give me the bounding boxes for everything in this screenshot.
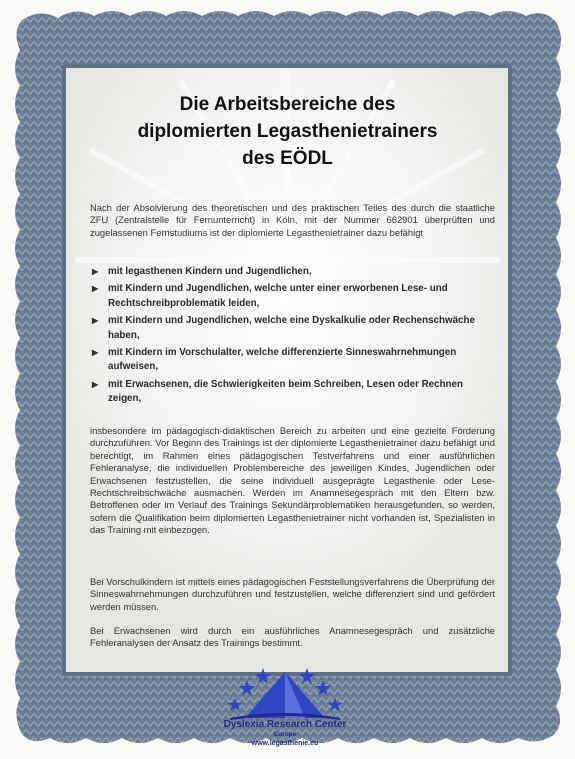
list-item-text: mit Erwachsenen, die Schwierigkeiten beim Schreiben, Lesen oder Rechnen zeigen, xyxy=(108,378,463,405)
logo-org-name: Dyslexia Research Center xyxy=(223,719,347,730)
title-line-3: des EÖDL xyxy=(242,148,333,169)
intro-paragraph: Nach der Absolvierung des theoretischen und des praktischen Teiles des durch die staatliche ZFU (Zentralstelle für Fernunterricht) in Köln, mit der Nummer 662901 überprüften und zugelassenen Fernstudiums ist der diplomierte Legasthenietrainer dazu befähigt xyxy=(90,202,495,238)
body-paragraph-3: Bei Vorschulkindern ist mittels eines pädagogischen Feststellungsverfahrens die Überprüfung der Sinneswahrnehmungen durchzuführen und festzustellen, welche differenziert sind und gefördert werden müssen. xyxy=(90,576,495,612)
triangle-bullet-icon: ▶ xyxy=(92,267,99,276)
body-paragraph-4: Bei Erwachsenen wird durch ein ausführliches Anamnesegespräch und zusätzliche Fehleranalysen der Ansatz des Trainings bestimmt. xyxy=(90,625,495,649)
list-item-text: mit Kindern im Vorschulalter, welche differenzierte Sinneswahrnehmungen aufweisen, xyxy=(108,346,457,373)
body-paragraph-2: insbesondere im pädagogisch-didaktischen Bereich zu arbeiten und eine gezielte Förderung durchzuführen. Vor Beginn des Trainings ist der diplomierte Legasthenietrainer dazu befähigt und berechtigt, im Rahmen eines pädagogischen Testverfahrens und einer ausführlichen Fehleranalyse, die individuellen Problembereiche des jeweiligen Kindes, Jugendlichen oder Erwachsenen festzustellen, die seine individuell ausgeprägte Legasthenie oder Lese- Rechtschreibschwäche ausmachen. Werden im Anamnesegespräch mit den Eltern bzw. Betroffenen oder im Verlauf des Trainings Sekundärproblematiken herausgefunden, so werden, sofern die Qualifikation beim diplomierten Legasthenietrainer nicht vorhanden ist, Spezialisten in das Training mit einbezogen. xyxy=(90,425,495,536)
list-item xyxy=(92,265,492,280)
list-item-text: mit Kindern und Jugendlichen, welche unter einer erworbenen Lese- und Rechtschreibproblematik leiden, xyxy=(108,283,448,309)
logo-url: www.legasthenie.eu xyxy=(251,740,319,747)
list-item xyxy=(92,378,492,407)
triangle-bullet-icon: ▶ xyxy=(92,379,99,389)
title-line-2: diplomierten Legasthenietrainers xyxy=(137,121,438,142)
logo-org-region: Europe xyxy=(273,731,297,738)
list-item xyxy=(92,314,492,343)
list-item-text: mit legasthenen Kindern und Jugendlichen, xyxy=(108,266,312,277)
qualification-list xyxy=(92,265,492,409)
title-line-1: Die Arbeitsbereiche des xyxy=(179,94,396,115)
triangle-bullet-icon: ▶ xyxy=(92,284,99,294)
list-item xyxy=(92,346,492,375)
triangle-bullet-icon: ▶ xyxy=(92,347,99,357)
list-item-text: mit Kindern und Jugendlichen, welche eine Dyskalkulie oder Rechenschwäche haben, xyxy=(108,314,475,341)
triangle-bullet-icon: ▶ xyxy=(92,315,99,325)
list-item xyxy=(92,282,492,311)
